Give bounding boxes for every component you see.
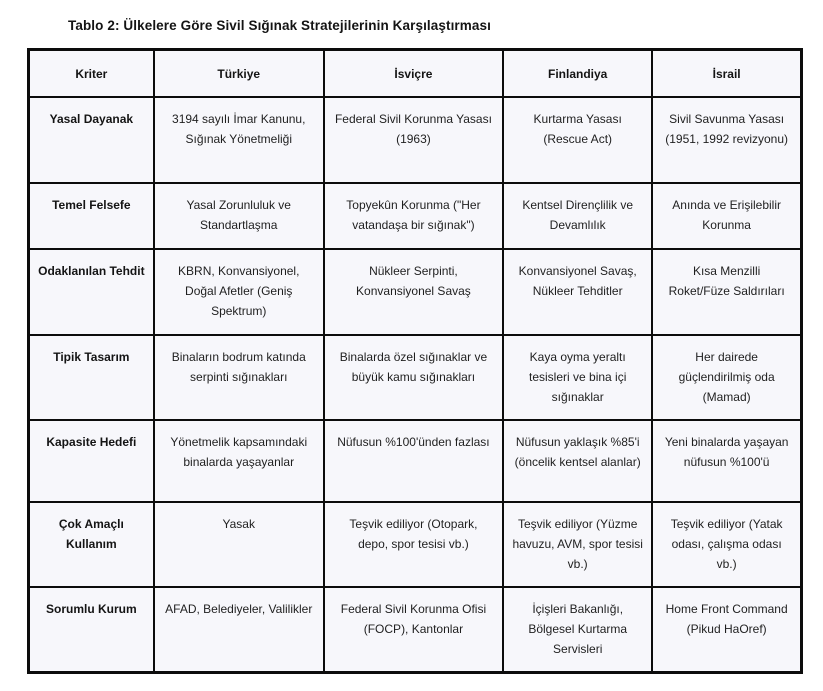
table-row-odaklanilan-tehdit (29, 249, 802, 335)
table-cell: Nüfusun yaklaşık %85'i (öncelik kentsel alanlar) (503, 420, 652, 502)
table-cell: Home Front Command (Pikud HaOref) (652, 587, 801, 673)
table-cell: Yasak (154, 502, 324, 587)
table-cell: Teşvik ediliyor (Yüzme havuzu, AVM, spor tesisi vb.) (503, 502, 652, 587)
table-cell: Kentsel Dirençlilik ve Devamlılık (503, 183, 652, 249)
criterion-cell: Tipik Tasarım (29, 335, 154, 420)
table-header (29, 50, 802, 97)
table-row-tipik-tasarim (29, 335, 802, 420)
table-row-sorumlu-kurum (29, 587, 802, 673)
criterion-cell: Sorumlu Kurum (29, 587, 154, 673)
column-header-finlandiya: Finlandiya (503, 50, 652, 97)
criterion-cell: Kapasite Hedefi (29, 420, 154, 502)
table-cell: Federal Sivil Korunma Yasası (1963) (324, 97, 503, 183)
table-cell: Konvansiyonel Savaş, Nükleer Tehditler (503, 249, 652, 335)
table-cell: Federal Sivil Korunma Ofisi (FOCP), Kantonlar (324, 587, 503, 673)
table-cell: Her dairede güçlendirilmiş oda (Mamad) (652, 335, 801, 420)
comparison-table (27, 48, 803, 674)
table-cell: Topyekûn Korunma ("Her vatandaşa bir sığınak") (324, 183, 503, 249)
column-header-israil: İsrail (652, 50, 801, 97)
table-cell: Kaya oyma yeraltı tesisleri ve bina içi sığınaklar (503, 335, 652, 420)
table-row-temel-felsefe (29, 183, 802, 249)
table-cell: Sivil Savunma Yasası (1951, 1992 revizyonu) (652, 97, 801, 183)
column-header-isvicre: İsviçre (324, 50, 503, 97)
criterion-cell: Odaklanılan Tehdit (29, 249, 154, 335)
table-row-kapasite-hedefi (29, 420, 802, 502)
table-cell: Yasal Zorunluluk ve Standartlaşma (154, 183, 324, 249)
table-cell: Kurtarma Yasası (Rescue Act) (503, 97, 652, 183)
table-cell: Yönetmelik kapsamındaki binalarda yaşayanlar (154, 420, 324, 502)
table-cell: İçişleri Bakanlığı, Bölgesel Kurtarma Servisleri (503, 587, 652, 673)
table-cell: Binaların bodrum katında serpinti sığınakları (154, 335, 324, 420)
table-title: Tablo 2: Ülkelere Göre Sivil Sığınak Stratejilerinin Karşılaştırması (68, 18, 491, 33)
table-cell: Yeni binalarda yaşayan nüfusun %100'ü (652, 420, 801, 502)
column-header-turkiye: Türkiye (154, 50, 324, 97)
table-cell: Nükleer Serpinti, Konvansiyonel Savaş (324, 249, 503, 335)
header-row (29, 50, 802, 97)
table-cell: AFAD, Belediyeler, Valilikler (154, 587, 324, 673)
table-cell: Anında ve Erişilebilir Korunma (652, 183, 801, 249)
table-cell: Nüfusun %100'ünden fazlası (324, 420, 503, 502)
criterion-cell: Çok Amaçlı Kullanım (29, 502, 154, 587)
table-cell: Teşvik ediliyor (Yatak odası, çalışma odası vb.) (652, 502, 801, 587)
criterion-cell: Temel Felsefe (29, 183, 154, 249)
criterion-cell: Yasal Dayanak (29, 97, 154, 183)
column-header-kriter: Kriter (29, 50, 154, 97)
table-cell: 3194 sayılı İmar Kanunu, Sığınak Yönetmeliği (154, 97, 324, 183)
table-cell: Teşvik ediliyor (Otopark, depo, spor tesisi vb.) (324, 502, 503, 587)
table-body (29, 97, 802, 673)
table-cell: Kısa Menzilli Roket/Füze Saldırıları (652, 249, 801, 335)
table-row-yasal-dayanak (29, 97, 802, 183)
table-cell: Binalarda özel sığınaklar ve büyük kamu sığınakları (324, 335, 503, 420)
table-row-cok-amacli-kullanim (29, 502, 802, 587)
table-cell: KBRN, Konvansiyonel, Doğal Afetler (Geniş Spektrum) (154, 249, 324, 335)
